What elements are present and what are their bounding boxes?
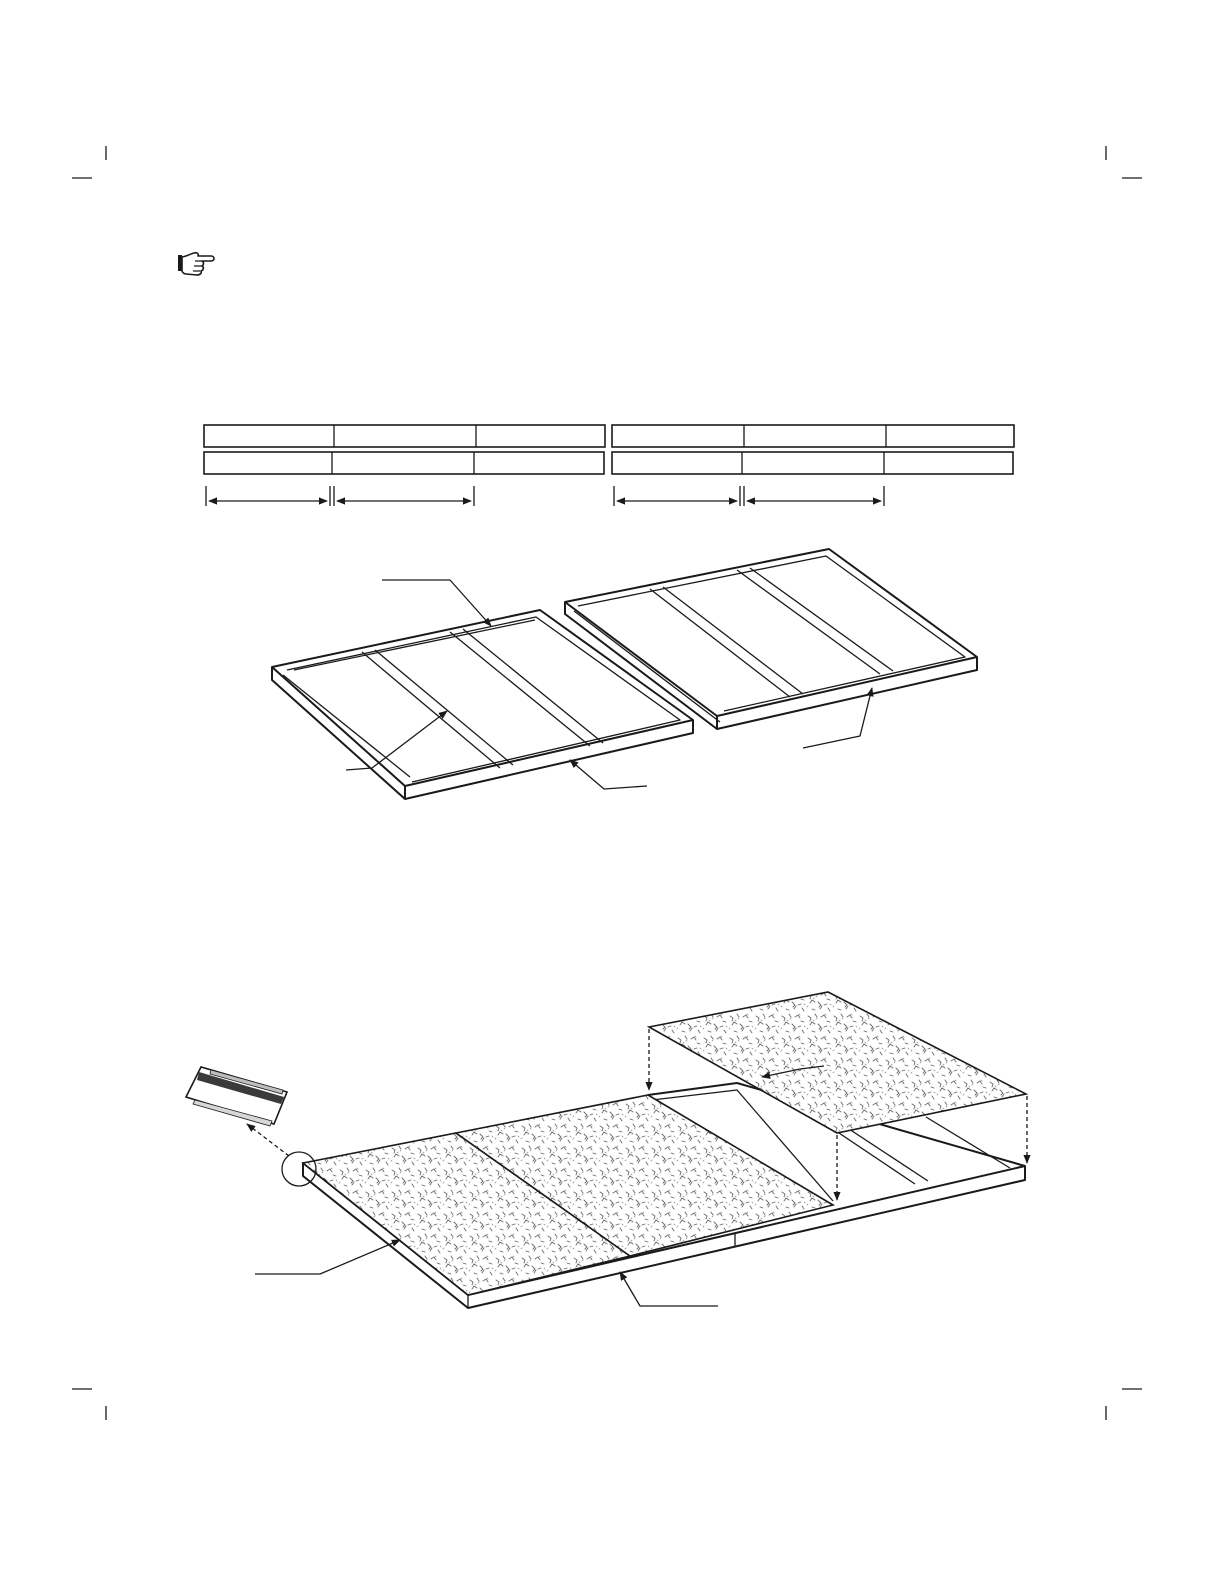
cut-dimension-arrows [206, 486, 884, 506]
pointing-hand-icon [178, 253, 214, 275]
board-cutting-layout [204, 425, 1014, 474]
panel-edge-detail [186, 1067, 316, 1186]
floor-frame-right [565, 549, 977, 729]
floor-frame-left [272, 610, 693, 799]
floor-panel-3-raised [649, 992, 1026, 1133]
